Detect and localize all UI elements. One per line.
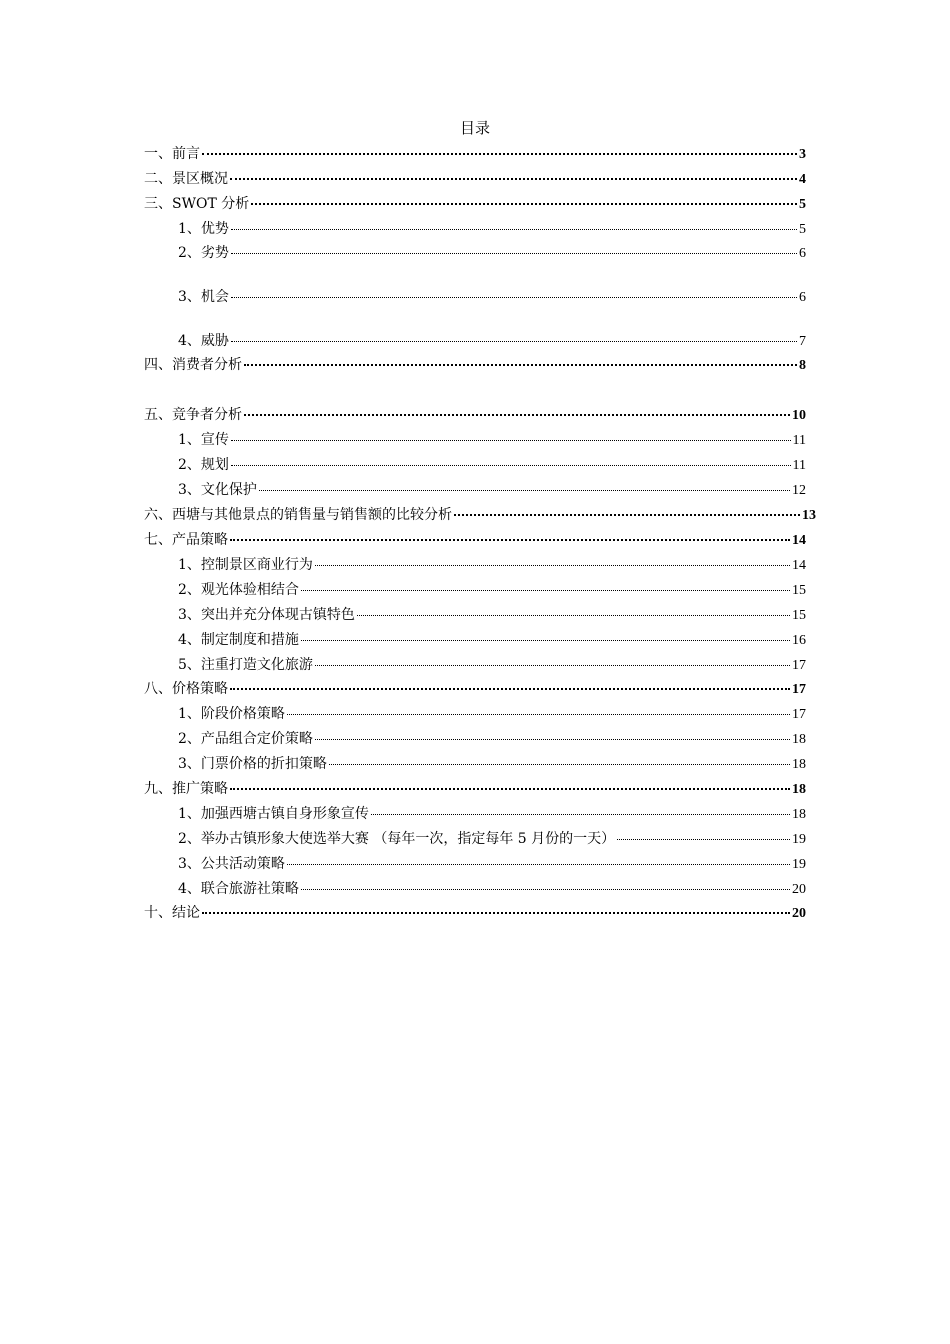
dot-leader [231,229,797,230]
dot-leader [251,203,797,205]
toc-page-number: 11 [792,433,806,448]
dot-leader [231,465,791,466]
toc-page-number: 20 [792,882,806,897]
toc-entry-section[interactable] [178,220,806,238]
dot-leader [287,714,790,715]
toc-entry-label: 一、前言 [144,146,200,162]
toc-entry-chapter[interactable] [144,195,806,213]
toc-page-number: 8 [799,358,806,373]
dot-leader [230,539,790,541]
toc-page-number: 13 [802,508,816,523]
toc-entry-label: 1、优势 [178,221,229,237]
toc-entry-label: 2、规划 [178,457,229,473]
toc-page-number: 14 [792,533,806,548]
toc-entry-label: 三、SWOT 分析 [144,196,250,212]
dot-leader [454,514,800,516]
toc-page-number: 6 [799,290,806,305]
toc-page-number: 5 [799,222,806,237]
toc-title: 目录 [459,119,490,137]
dot-leader [301,590,790,591]
toc-page-number: 18 [792,782,806,797]
dot-leader [371,814,790,815]
toc-page-number: 19 [792,857,806,872]
toc-page-number: 7 [799,334,806,349]
toc-page-number: 16 [792,633,806,648]
toc-page-number: 6 [799,246,806,261]
toc-entry-section[interactable] [178,481,806,499]
toc-entry-label: 4、联合旅游社策略 [178,881,299,897]
dot-leader [329,764,790,765]
toc-entry-section[interactable] [178,755,806,773]
toc-entry-section[interactable] [178,631,806,649]
toc-entry-label: 九、推广策略 [144,781,228,797]
toc-entry-section[interactable] [178,456,806,474]
dot-leader [230,178,797,180]
toc-page-number: 19 [792,832,806,847]
toc-page-number: 18 [792,732,806,747]
toc-entry-label: 2、产品组合定价策略 [178,731,313,747]
toc-entry-chapter[interactable] [144,904,806,922]
toc-entry-chapter[interactable] [144,680,806,698]
toc-page-number: 17 [792,658,806,673]
dot-leader [287,864,790,865]
toc-page-number: 15 [792,608,806,623]
toc-page-number: 17 [792,707,806,722]
dot-leader [231,297,797,298]
toc-page-number: 12 [792,483,806,498]
dot-leader [315,739,790,740]
dot-leader [357,615,790,616]
toc-page-number: 20 [792,906,806,921]
toc-entry-section[interactable] [178,288,806,306]
toc-entry-chapter[interactable] [144,506,816,524]
toc-entry-label: 2、劣势 [178,245,229,261]
toc-page-number: 18 [792,757,806,772]
toc-entry-chapter[interactable] [144,780,806,798]
toc-entry-chapter[interactable] [144,145,806,163]
toc-entry-section[interactable] [178,855,806,873]
toc-page-number: 17 [792,682,806,697]
toc-entry-label: 五、竞争者分析 [144,407,242,423]
toc-entry-label: 3、公共活动策略 [178,856,285,872]
toc-entry-label: 3、门票价格的折扣策略 [178,756,327,772]
dot-leader [301,640,790,641]
toc-entry-section[interactable] [178,656,806,674]
toc-entry-section[interactable] [178,705,806,723]
toc-page-number: 3 [799,147,806,162]
toc-page-number: 4 [799,172,806,187]
dot-leader [230,788,790,790]
toc-page-number: 14 [792,558,806,573]
dot-leader [230,688,790,690]
toc-entry-label: 十、结论 [144,905,200,921]
toc-entry-section[interactable] [178,581,806,599]
dot-leader [231,253,797,254]
toc-entry-label: 1、阶段价格策略 [178,706,285,722]
toc-page-number: 18 [792,807,806,822]
toc-entry-label: 3、文化保护 [178,482,257,498]
toc-entry-label: 2、观光体验相结合 [178,582,299,598]
toc-page-number: 11 [792,458,806,473]
toc-entry-label: 1、加强西塘古镇自身形象宣传 [178,806,369,822]
toc-entry-label: 5、注重打造文化旅游 [178,657,313,673]
toc-entry-section[interactable] [178,244,806,262]
toc-entry-label: 1、宣传 [178,432,229,448]
toc-entry-chapter[interactable] [144,531,806,549]
toc-page-number: 5 [799,197,806,212]
toc-entry-section[interactable] [178,332,806,350]
dot-leader [231,440,791,441]
toc-entry-section[interactable] [178,431,806,449]
toc-page-number: 10 [792,408,806,423]
toc-entry-section[interactable] [178,880,806,898]
dot-leader [202,912,790,914]
toc-entry-chapter[interactable] [144,356,806,374]
dot-leader [259,490,790,491]
toc-entry-chapter[interactable] [144,406,806,424]
dot-leader [315,665,790,666]
toc-entry-label: 2、举办古镇形象大使选举大赛 （每年一次，指定每年 5 月份的一天） [178,831,616,847]
dot-leader [301,889,790,890]
dot-leader [202,153,797,155]
dot-leader [315,565,790,566]
toc-entry-chapter[interactable] [144,170,806,188]
dot-leader [617,839,790,840]
toc-entry-label: 3、突出并充分体现古镇特色 [178,607,355,623]
toc-entry-label: 六、西塘与其他景点的销售量与销售额的比较分析 [144,507,452,523]
toc-entry-section[interactable] [178,556,806,574]
toc-entry-label: 4、制定制度和措施 [178,632,299,648]
toc-page-number: 15 [792,583,806,598]
toc-entry-label: 四、消费者分析 [144,357,242,373]
dot-leader [244,414,790,416]
toc-entry-label: 4、威胁 [178,333,229,349]
toc-entry-section[interactable] [178,805,806,823]
dot-leader [231,341,797,342]
dot-leader [244,364,797,366]
toc-entry-label: 1、控制景区商业行为 [178,557,313,573]
toc-entry-section[interactable] [178,730,806,748]
toc-entry-label: 二、景区概况 [144,171,228,187]
toc-entry-label: 七、产品策略 [144,532,228,548]
toc-entry-section[interactable] [178,830,806,848]
toc-entry-section[interactable] [178,606,806,624]
toc-entry-label: 3、机会 [178,289,229,305]
toc-entry-label: 八、价格策略 [144,681,228,697]
